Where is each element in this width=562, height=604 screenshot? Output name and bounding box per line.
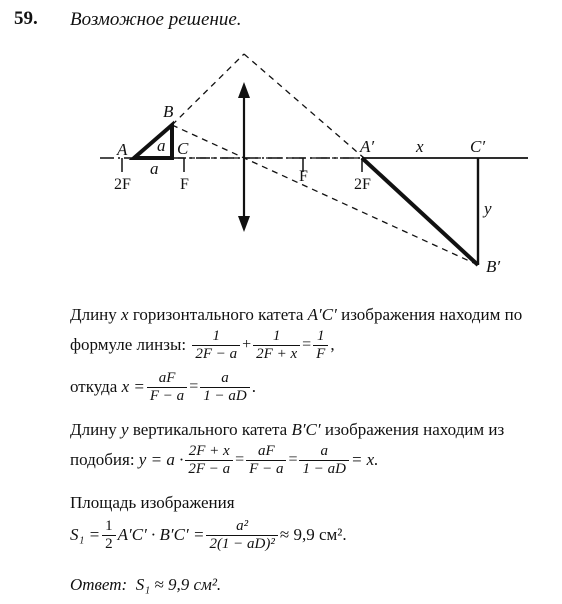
p3-eq: = (189, 378, 199, 395)
label-C-prime: C′ (470, 137, 486, 156)
p3-end: . (251, 377, 256, 396)
p5-pre: подобия: (70, 450, 135, 469)
area-formula-line (70, 513, 347, 557)
p1-mid: горизонтального катета (128, 305, 308, 324)
fraction-aF-over-F-minus-a-2: $\frac{aF}{F - a}$ (246, 443, 286, 478)
x-result-line (70, 368, 256, 406)
fraction-one-half: $\frac{1}{2}$ (102, 518, 116, 553)
p2-plus: + (242, 336, 252, 353)
label-a-small: a (157, 136, 166, 155)
label-B-prime: B′ (486, 257, 501, 276)
p2-end: , (330, 335, 335, 354)
label-B: B (163, 102, 174, 121)
label-A: A (117, 140, 128, 159)
p1-pre: Длину (70, 305, 122, 324)
problem-number: 59. (14, 8, 38, 29)
p4-seg: B′C′ (291, 420, 321, 439)
label-F-right: F (299, 168, 308, 185)
answer-value: S₁ ≈ 9,9 см². (135, 575, 222, 594)
label-C: C (177, 139, 189, 158)
p1-post: изображения находим по (336, 305, 523, 324)
answer-line (70, 575, 221, 595)
label-2F-right: 2F (354, 176, 371, 193)
label-a-side: a (150, 159, 159, 178)
answer-label: Ответ: (70, 575, 128, 594)
solution-title: Возможное решение. (70, 9, 242, 30)
fraction-a-squared-over-denominator: $\frac{\text{a²}}{\text{2(1 − aD)²}}$ (206, 518, 277, 553)
p2-eq: = (302, 336, 312, 353)
p3-var: x = (121, 377, 145, 396)
area-heading: Площадь изображения (70, 493, 235, 512)
fraction-1-over-F: $\frac{1}{F}$ (313, 328, 328, 363)
p2-pre: формуле линзы: (70, 335, 187, 354)
fraction-a-over-1-minus-aD: $\frac{a}{1 - aD}$ (200, 370, 249, 405)
p5-eq1: = (235, 451, 245, 468)
label-x: x (416, 137, 424, 156)
p5-eq2: = (288, 451, 298, 468)
label-y: y (484, 199, 492, 218)
lens-arrow-top (238, 82, 250, 98)
p5-lhs: y = a · (138, 450, 184, 469)
optics-diagram (0, 40, 562, 300)
ray-to-lens-top (172, 54, 244, 125)
fraction-a-over-1-minus-aD-2: $\frac{a}{1 - aD}$ (299, 443, 348, 478)
fraction-1-over-2F-minus-a: $\frac{1}{2F - a}$ (192, 328, 240, 363)
label-A-prime: A′ (360, 137, 375, 156)
lens-arrow-bottom (238, 216, 250, 232)
p1-seg: A′C′ (307, 305, 337, 324)
p4-pre: Длину (70, 420, 122, 439)
image-hypotenuse (362, 158, 478, 265)
similarity-line (70, 441, 378, 479)
p1-var: x (121, 305, 129, 324)
p4-mid: вертикального катета (128, 420, 292, 439)
paragraph-length-y (70, 420, 504, 440)
p7-end: ≈ 9,9 см². (279, 525, 347, 544)
ray-from-lens-top (244, 54, 364, 158)
fraction-2F-plus-x-over-2F-minus-a: $\frac{2F + x}{2F - a}$ (185, 443, 233, 478)
fraction-1-over-2F-plus-x: $\frac{1}{2F + x}$ (253, 328, 300, 363)
label-F-left: F (180, 176, 189, 193)
p3-pre: откуда (70, 377, 118, 396)
lens-formula-line (70, 326, 335, 364)
p7-mid: A′C′ · B′C′ = (117, 525, 205, 544)
p4-var: y (121, 420, 129, 439)
paragraph-length-x (70, 305, 522, 325)
ray-through-centre (172, 125, 478, 265)
p5-end: = x. (350, 450, 379, 469)
p7-lhs: S₁ = (70, 525, 101, 544)
object-triangle (134, 125, 172, 158)
fraction-aF-over-F-minus-a: $\frac{aF}{F - a}$ (147, 370, 187, 405)
label-2F-left: 2F (114, 176, 131, 193)
p4-post: изображения находим из (320, 420, 505, 439)
